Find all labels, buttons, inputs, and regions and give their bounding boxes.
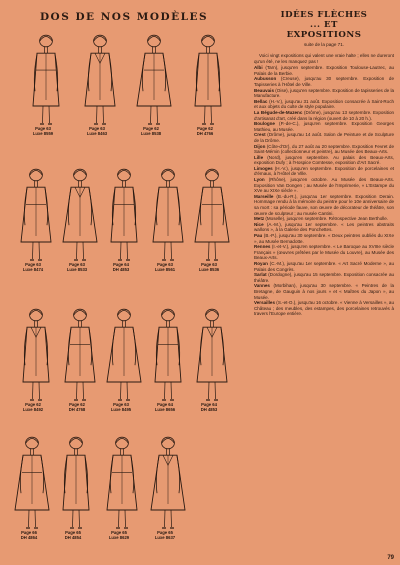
dress-back-illustration	[102, 434, 142, 532]
exhibition-city: Limoges	[254, 165, 273, 171]
model-sketch	[192, 306, 232, 412]
model-caption	[194, 262, 224, 272]
model-sketch	[16, 166, 56, 272]
model-page-ref: Page 63	[201, 262, 217, 267]
exhibition-city: Rennes	[254, 244, 271, 250]
exhibition-details: (Côte-d'Or), du 27 août au 20 septembre. Exposition Fevret de Saint-Mémin (collectionneur et peintre), au Musée des Beaux-Arts.	[254, 143, 394, 155]
dress-back-illustration	[192, 166, 232, 264]
exhibition-city: Lyon	[254, 177, 265, 183]
model-pattern-ref: Luxe 8495	[110, 407, 132, 412]
models-back-view-section	[8, 8, 240, 558]
model-page-ref: Page 65	[65, 530, 81, 535]
exhibition-details: (S.-et-O.), jusqu'au 16 octobre. « Vienne à Versailles », au Château ; des meubles, des estampes, des porcelaines retrouvés à travers l'Europe entière.	[254, 300, 394, 317]
dress-back-illustration	[60, 166, 100, 264]
intro-paragraph: Voici vingt expositions qui valent une vraie halte ; elles ne dureront qu'un été, ne les manquez pas !	[254, 53, 394, 64]
exhibition-details: (Moselle), jusqu'en septembre. Rétrospective Jean Bertholle.	[264, 216, 389, 222]
model-caption	[136, 126, 166, 136]
model-pattern-ref: DH 4768	[68, 407, 86, 412]
model-sketch	[104, 306, 144, 412]
column-title-line1: IDÉES FLÈCHES	[280, 10, 368, 20]
dress-back-illustration	[134, 32, 174, 128]
exhibition-entry	[254, 272, 394, 283]
model-sketch	[16, 306, 56, 412]
exhibition-entry	[254, 88, 394, 99]
model-sketch	[12, 434, 52, 540]
exhibition-city: Aubusson	[254, 76, 277, 82]
exhibition-entry	[254, 261, 394, 272]
exhibition-city: Beauvais	[254, 87, 274, 93]
exhibition-city: Sarlat	[254, 272, 267, 278]
exhibition-entry	[254, 222, 394, 233]
model-page-ref: Page 62	[69, 402, 85, 407]
model-pattern-ref: Luxe 8536	[198, 267, 220, 272]
exhibition-entry	[254, 155, 394, 166]
model-sketch	[26, 32, 66, 136]
exhibition-details: (I.-et-V.), jusqu'en septembre. « Le Baroque au XVIIIe siècle Français » (œuvres prêtées par le Musée du Louvre), au Musée des Beaux-Arts.	[254, 244, 394, 261]
exhibition-city: La Bégude-de-Mazenc	[254, 109, 303, 115]
exhibitions-column	[254, 10, 394, 558]
model-caption	[58, 530, 88, 540]
exhibition-details: (Nord), jusqu'en septembre. Au palais des Beaux-Arts, exposition Dufy ; à l'Hospice Comtesse, exposition d'Art Sacré.	[254, 154, 394, 166]
model-page-ref: Page 65	[157, 530, 173, 535]
column-title-line2: ... ET	[310, 20, 338, 30]
model-page-ref: Page 63	[35, 126, 51, 131]
model-sketch	[80, 32, 120, 136]
model-pattern-ref: Luxe 8629	[108, 535, 130, 540]
exhibition-city: Pau	[254, 233, 263, 238]
dress-back-illustration	[60, 306, 100, 404]
exhibition-city: Crest	[254, 132, 266, 138]
model-pattern-ref: Luxe 8637	[154, 535, 176, 540]
exhibition-entry	[254, 65, 394, 76]
model-pattern-ref: Luxe 8561	[154, 267, 176, 272]
exhibition-entry	[254, 233, 394, 244]
exhibition-entry	[254, 283, 394, 300]
exhibition-entry	[254, 76, 394, 87]
exhibition-details: (B.-du-R.), jusqu'au 1er septembre. Exposition Derain. Hommage rendu à la mémoire du peintre pour le 10e anniversaire de sa mort : sa période fauve, son œuvre de décorateur de théâtre, son œuvre de sculpteur ; au musée Cantini.	[254, 193, 394, 216]
model-pattern-ref: DH 4853	[112, 267, 130, 272]
exhibition-city: Vannes	[254, 283, 270, 289]
model-caption	[150, 262, 180, 272]
dress-back-illustration	[80, 32, 120, 128]
exhibition-details: (Creuse), jusqu'au 30 septembre. Exposition de Tapisseries à l'Hôtel de Ville.	[254, 76, 394, 87]
model-caption	[150, 530, 180, 540]
model-sketch	[60, 306, 100, 412]
exhibition-city: Lille	[254, 154, 264, 160]
model-pattern-ref: Luxe 8533	[66, 267, 88, 272]
exhibition-city: Dijon	[254, 143, 266, 149]
dress-back-illustration	[188, 32, 228, 128]
dress-back-illustration	[148, 434, 188, 532]
exhibition-entry	[254, 194, 394, 216]
exhibition-city: Nice	[254, 221, 264, 227]
model-sketch	[104, 166, 144, 272]
exhibition-details: (A.-M.), jusqu'au 1er septembre. « Les peintres abstraits wallons », à la Galerie des Ponchettes.	[254, 221, 394, 233]
model-page-ref: Page 64	[113, 262, 129, 267]
model-caption	[28, 126, 58, 136]
exhibition-city: Boulogne	[254, 121, 275, 127]
exhibition-entry	[254, 121, 394, 132]
exhibition-entry	[254, 300, 394, 317]
exhibition-details: (H.-V.), jusqu'au 31 août. Exposition consacrée à Saint-Roch et aux objets du culte de style populaire.	[254, 98, 394, 110]
model-pattern-ref: Luxe 8656	[154, 407, 176, 412]
model-sketch	[188, 32, 228, 136]
exhibition-details: (Dordogne), jusqu'au 15 septembre. Exposition consacrée au théâtre.	[254, 272, 394, 283]
model-caption	[104, 530, 134, 540]
exhibition-entry	[254, 244, 394, 261]
section-title: DOS DE NOS MODÈLES	[39, 11, 209, 23]
dress-back-illustration	[104, 166, 144, 264]
column-body	[254, 53, 394, 317]
exhibition-details: (Oise), jusqu'en septembre. Exposition de tapisseries de la Manufacture.	[254, 87, 394, 99]
model-pattern-ref: Luxe 8538	[140, 131, 162, 136]
model-sketch	[148, 166, 188, 272]
model-sketch	[56, 434, 96, 540]
model-page-ref: Page 63	[89, 126, 105, 131]
model-sketch	[192, 166, 232, 272]
exhibition-list	[254, 65, 394, 317]
exhibition-details: (H.-V.), jusqu'en septembre. Exposition de porcelaines et d'émaux, à l'Hôtel de Ville.	[254, 165, 394, 177]
model-pattern-ref: Luxe 8474	[22, 267, 44, 272]
exhibition-entry	[254, 177, 394, 194]
model-caption	[18, 262, 48, 272]
model-pattern-ref: Luxe 8492	[22, 407, 44, 412]
dress-back-illustration	[192, 306, 232, 404]
dress-back-illustration	[16, 166, 56, 264]
dress-back-illustration	[148, 166, 188, 264]
model-pattern-ref: DH 4864	[20, 535, 38, 540]
model-sketch	[102, 434, 142, 540]
model-page-ref: Page 65	[111, 530, 127, 535]
exhibition-details: (Drôme), jusqu'au 13 septembre. Exposition d'artisanat d'art, créé dans la région (ouvert de 10 à 20 h.).	[254, 109, 394, 121]
model-page-ref: Page 63	[69, 262, 85, 267]
model-caption	[150, 402, 180, 412]
model-page-ref: Page 63	[113, 402, 129, 407]
model-caption	[62, 402, 92, 412]
model-sketch	[60, 166, 100, 272]
model-sketch	[148, 434, 188, 540]
model-pattern-ref: DH 4854	[64, 535, 82, 540]
model-page-ref: Page 62	[197, 126, 213, 131]
model-caption	[194, 402, 224, 412]
exhibition-details: (Tarn), jusqu'en septembre. Exposition Toulouse-Lautrec, au Palais de la Berbie.	[254, 65, 394, 76]
model-page-ref: Page 64	[201, 402, 217, 407]
exhibition-details: (P.-de-C.), jusqu'en septembre. Exposition Georges Mathieu, au Musée.	[254, 121, 394, 132]
model-caption	[106, 262, 136, 272]
model-caption	[18, 402, 48, 412]
model-pattern-ref: Luxe 8559	[32, 131, 54, 136]
model-pattern-ref: DH 4766	[196, 131, 214, 136]
model-caption	[106, 402, 136, 412]
exhibition-city: Metz	[254, 216, 265, 222]
model-sketch	[148, 306, 188, 412]
exhibition-entry	[254, 132, 394, 143]
exhibition-city: Versailles	[254, 300, 275, 306]
model-page-ref: Page 62	[143, 126, 159, 131]
dress-back-illustration	[56, 434, 96, 532]
column-subtitle: suite de la page 71.	[303, 42, 345, 47]
exhibition-city: Albi	[254, 65, 263, 71]
exhibition-entry	[254, 110, 394, 121]
exhibition-city: Bellac	[254, 98, 268, 104]
model-caption	[82, 126, 112, 136]
exhibition-entry	[254, 166, 394, 177]
dress-back-illustration	[12, 434, 52, 532]
exhibition-details: (C.-M.), jusqu'au 1er septembre. « Art Sacré Moderne », au Palais des Congrès.	[254, 260, 394, 272]
exhibition-city: Royan	[254, 260, 268, 266]
exhibition-entry	[254, 144, 394, 155]
model-sketch	[134, 32, 174, 136]
model-caption	[62, 262, 92, 272]
exhibition-details: (B.-P.), jusqu'au 30 septembre. « Deux peintres oubliés du XIXe », au Musée Bernadotte.	[254, 233, 394, 244]
exhibition-details: (Drôme), jusqu'au 14 août. Salon de Peinture et de Sculpture de la Drôme.	[254, 132, 394, 143]
dress-back-illustration	[104, 306, 144, 404]
dress-back-illustration	[26, 32, 66, 128]
model-caption	[190, 126, 220, 136]
model-page-ref: Page 62	[25, 402, 41, 407]
dress-back-illustration	[148, 306, 188, 404]
exhibition-details: (Morbihan), jusqu'au 30 septembre. « Peintres de la Bretagne, de Gauguin à nos jours » et « Maîtres du Japon », au Musée.	[254, 283, 394, 300]
column-title-line3: EXPOSITIONS	[286, 30, 362, 40]
model-caption	[14, 530, 44, 540]
page-number: 79	[387, 555, 394, 561]
model-page-ref: Page 66	[21, 530, 37, 535]
dress-back-illustration	[16, 306, 56, 404]
model-pattern-ref: DH 4853	[200, 407, 218, 412]
model-page-ref: Page 63	[25, 262, 41, 267]
exhibition-details: (Rhône), jusqu'en octobre. Au Musée des Beaux-Arts. Exposition Van Dongen ; au Musée de l'Imprimerie, « L'Estampe du XVe au XIXe siècle ».	[254, 177, 394, 194]
model-pattern-ref: Luxe 8463	[86, 131, 108, 136]
column-title	[254, 10, 394, 40]
exhibition-city: Marseille	[254, 193, 274, 199]
exhibition-entry	[254, 99, 394, 110]
model-page-ref: Page 64	[157, 402, 173, 407]
model-page-ref: Page 63	[157, 262, 173, 267]
